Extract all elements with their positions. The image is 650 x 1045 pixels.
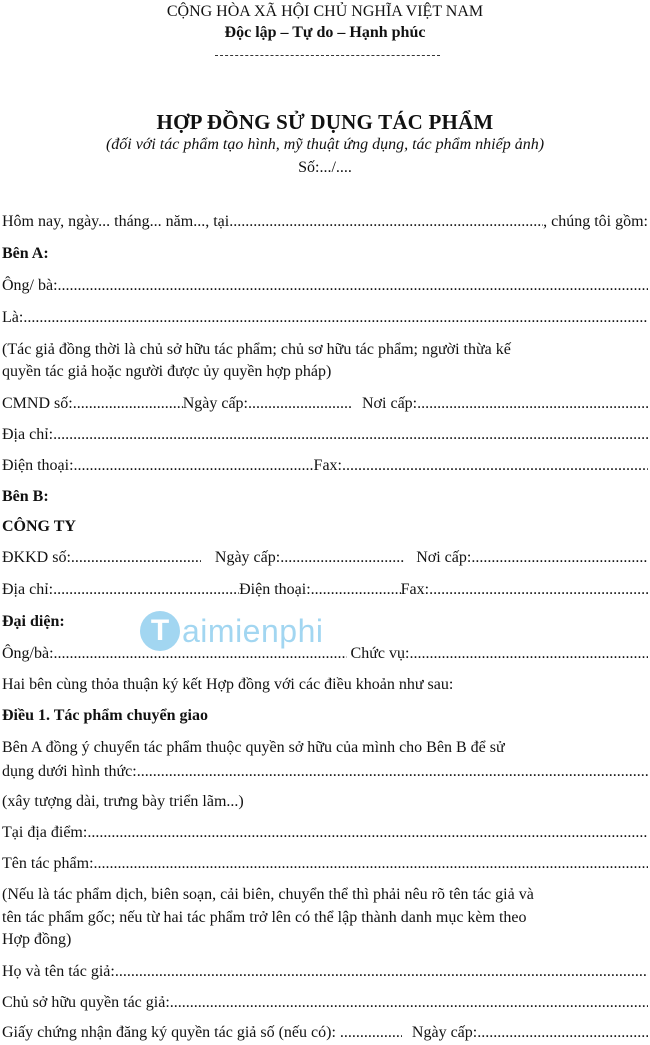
article1-owner-line: [2, 993, 648, 1013]
article1-usage-line: [2, 762, 648, 782]
party-b-reg-place-blank[interactable]: [471, 548, 648, 568]
intro-place-blank[interactable]: [229, 212, 543, 232]
party-b-reg-date-blank[interactable]: [280, 548, 404, 568]
article1-heading: Điều 1. Tác phẩm chuyển giao: [2, 707, 208, 724]
article1-work-name-blank[interactable]: [94, 854, 648, 874]
article1-location-label: Tại địa điểm:: [2, 824, 88, 841]
document-title: HỢP ĐỒNG SỬ DỤNG TÁC PHẨM: [156, 110, 494, 134]
party-b-fax-blank[interactable]: [429, 580, 648, 600]
party-a-note-line2: quyền tác giả hoặc người được ủy quyền hợp pháp): [2, 363, 332, 380]
article1-location-blank[interactable]: [87, 823, 648, 843]
party-a-id-place-label: Nơi cấp:: [362, 395, 418, 412]
party-a-role-label: Là:: [2, 309, 24, 326]
party-b-heading: Bên B:: [2, 488, 49, 505]
party-a-fax-blank[interactable]: [342, 456, 648, 476]
article1-author-blank[interactable]: [115, 962, 648, 982]
article1-cert-date-label: Ngày cấp:: [411, 1024, 478, 1041]
party-a-role-blank[interactable]: [23, 308, 648, 328]
party-a-name-label: Ông/ bà:: [2, 277, 58, 294]
article1-cert-line: [2, 1023, 648, 1043]
watermark-logo: [140, 605, 380, 657]
party-b-phone-label: Điện thoại:: [239, 581, 311, 598]
article1-line2: dụng dưới hình thức:: [2, 763, 137, 780]
party-a-id-blank[interactable]: [73, 394, 183, 414]
article1-owner-label: Chủ sở hữu quyền tác giả:: [2, 994, 170, 1011]
party-b-reg-date-label: Ngày cấp:: [214, 549, 281, 566]
article1-usage-blank[interactable]: [137, 762, 648, 782]
intro-suffix: , chúng tôi gồm:: [543, 213, 648, 230]
party-b-phone-blank[interactable]: [311, 580, 401, 600]
document-subtitle: (đối với tác phẩm tạo hình, mỹ thuật ứng dụng, tác phẩm nhiếp ảnh): [105, 136, 545, 153]
country-name: CỘNG HÒA XÃ HỘI CHỦ NGHĨA VIỆT NAM: [166, 3, 484, 20]
intro-line: [2, 212, 648, 232]
article1-cert-blank[interactable]: [340, 1023, 402, 1043]
article1-author-label: Họ và tên tác giả:: [2, 963, 115, 980]
party-a-heading: Bên A:: [2, 245, 49, 262]
party-b-rep-position-blank[interactable]: [409, 644, 648, 664]
article1-line1: Bên A đồng ý chuyển tác phẩm thuộc quyền sở hữu của mình cho Bên B để sử: [2, 739, 505, 756]
party-a-id-label: CMND số:: [2, 395, 73, 412]
article1-note-line2: tên tác phẩm gốc; nếu từ hai tác phẩm trở lên có thể lập thành danh mục kèm theo: [2, 909, 527, 926]
party-b-company: CÔNG TY: [2, 518, 76, 535]
party-b-reg-line: [2, 548, 648, 568]
article1-location-line: [2, 823, 648, 843]
article1-cert-label: Giấy chứng nhận đăng ký quyền tác giả số (nếu có):: [2, 1024, 336, 1041]
article1-note-line3: Hợp đồng): [2, 931, 72, 948]
party-a-phone-blank[interactable]: [78, 456, 314, 476]
watermark-logo-text: aimienphi: [182, 612, 324, 649]
party-a-address-line: [2, 425, 648, 445]
party-b-rep-heading: Đại diện:: [2, 613, 65, 630]
party-a-phone-line: [2, 456, 648, 476]
party-a-address-blank[interactable]: [53, 425, 648, 445]
party-a-id-place-blank[interactable]: [417, 394, 648, 414]
document-number: Số:.../....: [298, 159, 352, 176]
party-a-id-date-label: Ngày cấp:: [182, 395, 248, 412]
party-b-address-label: Địa chỉ:: [2, 581, 54, 598]
article1-author-line: [2, 962, 648, 982]
party-a-name-line: [2, 276, 648, 296]
party-b-address-line: [2, 580, 648, 600]
party-a-role-line: [2, 308, 648, 328]
article1-note-line1: (Nếu là tác phẩm dịch, biên soạn, cải biên, chuyển thể thì phải nêu rõ tên tác giả và: [2, 886, 534, 903]
party-b-rep-position-label: Chức vụ:: [350, 645, 410, 662]
intro-prefix: Hôm nay, ngày... tháng... năm..., tại: [2, 213, 230, 230]
party-a-id-date-blank[interactable]: [248, 394, 352, 414]
party-a-fax-label: Fax:: [313, 457, 342, 474]
party-b-rep-name-label: Ông/bà:: [2, 645, 54, 662]
party-b-fax-label: Fax:: [400, 581, 430, 598]
party-a-name-blank[interactable]: [58, 276, 648, 296]
national-motto: Độc lập – Tự do – Hạnh phúc: [224, 24, 426, 41]
article1-owner-blank[interactable]: [170, 993, 648, 1013]
party-b-reg-label: ĐKKD số:: [2, 549, 71, 566]
article1-usage-note: (xây tượng dài, trưng bày triển lãm...): [2, 793, 244, 810]
header-divider: [215, 55, 440, 56]
article1-cert-date-blank[interactable]: [477, 1023, 648, 1043]
watermark-logo-icon: T: [140, 611, 180, 651]
party-b-reg-blank[interactable]: [71, 548, 201, 568]
party-b-address-blank[interactable]: [53, 580, 239, 600]
article1-work-name-label: Tên tác phẩm:: [2, 855, 94, 872]
party-a-note-line1: (Tác giả đồng thời là chủ sở hữu tác phẩm; chủ sơ hữu tác phẩm; người thừa kế: [2, 341, 511, 358]
party-a-id-line: [2, 394, 648, 414]
agreement-statement: Hai bên cùng thỏa thuận ký kết Hợp đồng với các điều khoản như sau:: [2, 676, 454, 693]
article1-work-name-line: [2, 854, 648, 874]
party-a-phone-label: Điện thoại:.: [2, 457, 78, 474]
party-a-address-label: Địa chỉ:: [2, 426, 54, 443]
party-b-reg-place-label: Nơi cấp:: [416, 549, 472, 566]
